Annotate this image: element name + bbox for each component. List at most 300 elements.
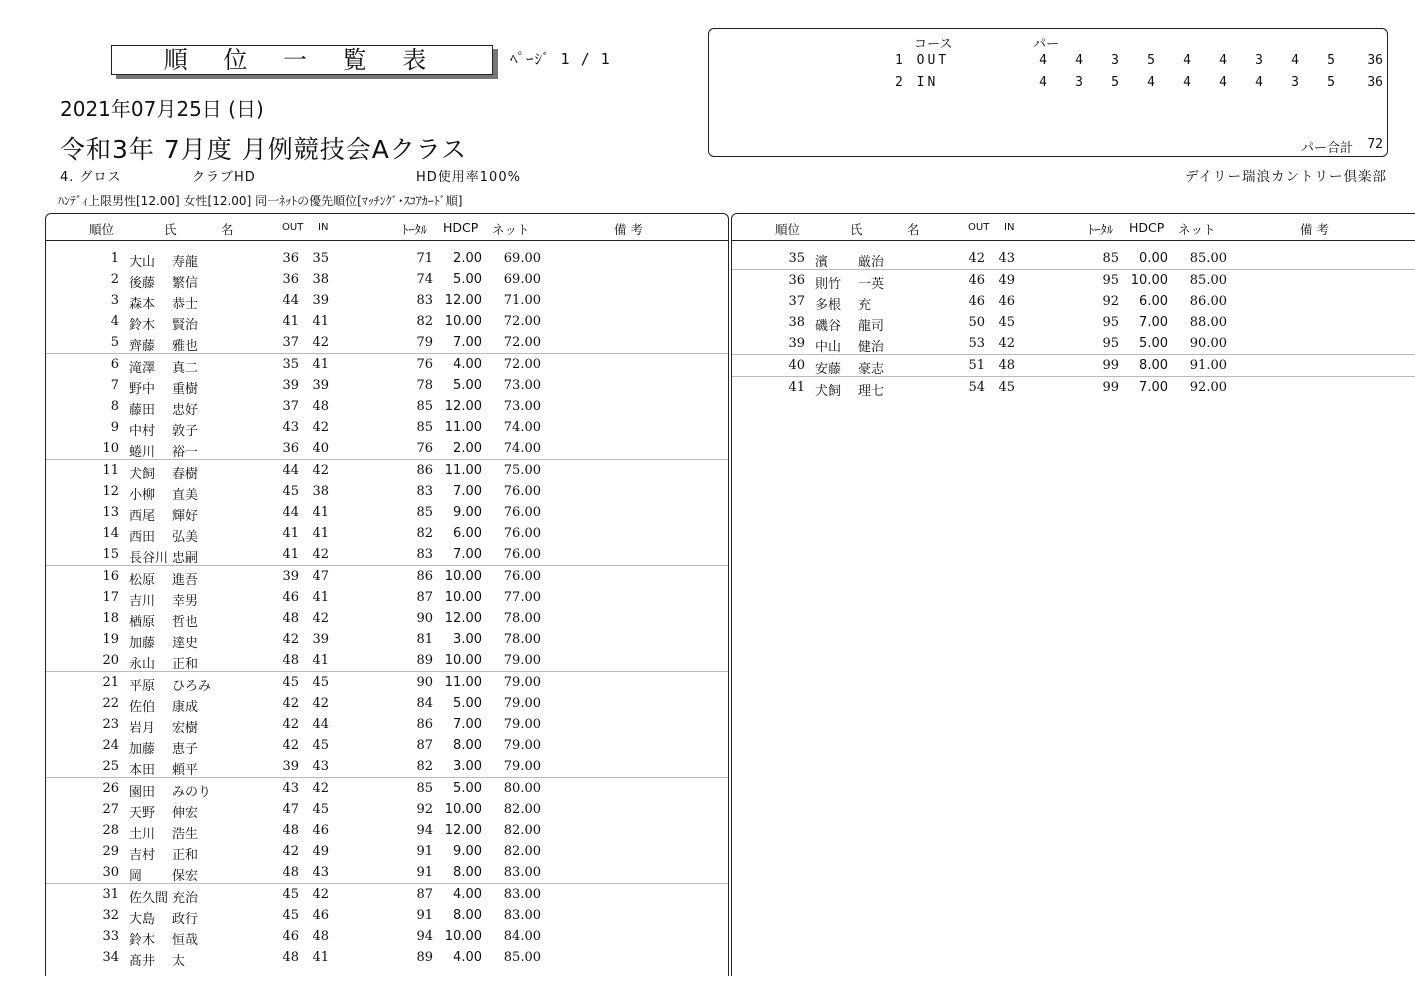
total-score-cell: 92 bbox=[416, 802, 433, 817]
hole-par: 5 bbox=[1111, 75, 1119, 90]
first-name-cell: 豪志 bbox=[858, 362, 885, 377]
table-row bbox=[46, 693, 728, 714]
first-name-cell: 雅也 bbox=[172, 339, 199, 354]
net-score-cell: 79.00 bbox=[503, 759, 541, 774]
hdcp-cell: 8.00 bbox=[1139, 358, 1168, 373]
hdcp-cell: 7.00 bbox=[453, 335, 482, 350]
last-name-cell: 西尾 bbox=[129, 509, 156, 524]
total-score-cell: 85 bbox=[416, 399, 433, 414]
rank-cell: 12 bbox=[102, 484, 119, 499]
last-name-cell: 中村 bbox=[129, 424, 156, 439]
last-name-cell: 土川 bbox=[129, 827, 156, 842]
handicap-note: ﾊﾝﾃﾞｨ上限男性[12.00] 女性[12.00] 同一ﾈｯﾄの優先順位[ﾏｯﾁﾝｸﾞ･ｽｺｱｶｰﾄﾞ順] bbox=[58, 194, 463, 208]
hole-par: 3 bbox=[1255, 53, 1263, 68]
rank-cell: 31 bbox=[102, 887, 119, 902]
table-row bbox=[732, 355, 1415, 377]
net-score-cell: 72.00 bbox=[503, 335, 541, 350]
table-row bbox=[46, 248, 728, 269]
rank-cell: 8 bbox=[110, 399, 119, 414]
in-score-cell: 42 bbox=[312, 696, 329, 711]
rank-cell: 13 bbox=[102, 505, 119, 520]
out-score-cell: 44 bbox=[282, 505, 299, 520]
col-name-2: 名 bbox=[221, 222, 234, 237]
total-score-cell: 87 bbox=[416, 738, 433, 753]
scoring-info bbox=[60, 166, 660, 184]
last-name-cell: 蜷川 bbox=[129, 445, 156, 460]
out-score-cell: 35 bbox=[282, 357, 299, 372]
in-score-cell: 47 bbox=[312, 569, 329, 584]
rank-cell: 41 bbox=[788, 380, 805, 395]
first-name-cell: 輝好 bbox=[172, 509, 199, 524]
total-score-cell: 91 bbox=[416, 908, 433, 923]
last-name-cell: 大山 bbox=[129, 255, 156, 270]
par-header: パー bbox=[1033, 37, 1060, 52]
table-row bbox=[732, 248, 1415, 270]
col-name-2: 名 bbox=[907, 222, 920, 237]
table-row bbox=[46, 544, 728, 566]
rank-cell: 35 bbox=[788, 251, 805, 266]
first-name-cell: 厳治 bbox=[858, 255, 885, 270]
hdcp-cell: 12.00 bbox=[444, 611, 482, 626]
out-score-cell: 45 bbox=[282, 908, 299, 923]
in-score-cell: 42 bbox=[312, 887, 329, 902]
first-name-cell: みのり bbox=[172, 785, 212, 800]
out-score-cell: 36 bbox=[282, 441, 299, 456]
net-score-cell: 76.00 bbox=[503, 484, 541, 499]
first-name-cell: 繁信 bbox=[172, 276, 199, 291]
hdcp-cell: 7.00 bbox=[1139, 315, 1168, 330]
out-score-cell: 53 bbox=[968, 336, 985, 351]
hdcp-cell: 6.00 bbox=[1139, 294, 1168, 309]
table-row bbox=[46, 523, 728, 544]
out-score-cell: 36 bbox=[282, 251, 299, 266]
hdcp-cell: 0.00 bbox=[1139, 251, 1168, 266]
first-name-cell: 浩生 bbox=[172, 827, 199, 842]
out-score-cell: 37 bbox=[282, 399, 299, 414]
table-row bbox=[46, 735, 728, 756]
col-in: IN bbox=[318, 222, 329, 233]
handicap-type: クラブHD bbox=[192, 170, 256, 185]
total-score-cell: 82 bbox=[416, 759, 433, 774]
first-name-cell: 真二 bbox=[172, 361, 199, 376]
table-row bbox=[46, 799, 728, 820]
net-score-cell: 77.00 bbox=[503, 590, 541, 605]
total-score-cell: 83 bbox=[416, 484, 433, 499]
out-score-cell: 48 bbox=[282, 653, 299, 668]
first-name-cell: 春樹 bbox=[172, 467, 199, 482]
hdcp-cell: 4.00 bbox=[453, 887, 482, 902]
table-row bbox=[46, 587, 728, 608]
rank-cell: 39 bbox=[788, 336, 805, 351]
last-name-cell: 長谷川 bbox=[129, 551, 169, 566]
last-name-cell: 多根 bbox=[815, 298, 842, 313]
in-score-cell: 35 bbox=[312, 251, 329, 266]
table-row bbox=[46, 714, 728, 735]
in-score-cell: 41 bbox=[312, 590, 329, 605]
rank-cell: 40 bbox=[788, 358, 805, 373]
hole-par: 3 bbox=[1111, 53, 1119, 68]
hdcp-cell: 3.00 bbox=[453, 632, 482, 647]
col-net: ネット bbox=[1178, 222, 1216, 237]
total-score-cell: 85 bbox=[1102, 251, 1119, 266]
rank-cell: 30 bbox=[102, 865, 119, 880]
in-score-cell: 41 bbox=[312, 653, 329, 668]
last-name-cell: 天野 bbox=[129, 806, 156, 821]
hdcp-cell: 12.00 bbox=[444, 823, 482, 838]
first-name-cell: 幸男 bbox=[172, 594, 199, 609]
table-row bbox=[46, 396, 728, 417]
in-score-cell: 38 bbox=[312, 484, 329, 499]
net-score-cell: 74.00 bbox=[503, 420, 541, 435]
total-score-cell: 99 bbox=[1102, 358, 1119, 373]
col-remarks: 備 考 bbox=[614, 222, 643, 237]
net-score-cell: 85.00 bbox=[1189, 273, 1227, 288]
club-name: デイリー瑞浪カントリー倶楽部 bbox=[1184, 169, 1387, 185]
hdcp-cell: 7.00 bbox=[453, 484, 482, 499]
hole-par: 5 bbox=[1327, 75, 1335, 90]
out-score-cell: 39 bbox=[282, 569, 299, 584]
total-score-cell: 71 bbox=[416, 251, 433, 266]
first-name-cell: 直美 bbox=[172, 488, 199, 503]
in-score-cell: 45 bbox=[998, 315, 1015, 330]
out-score-cell: 42 bbox=[282, 844, 299, 859]
in-score-cell: 46 bbox=[312, 908, 329, 923]
rank-cell: 32 bbox=[102, 908, 119, 923]
hdcp-cell: 10.00 bbox=[444, 653, 482, 668]
first-name-cell: 康成 bbox=[172, 700, 199, 715]
rank-cell: 38 bbox=[788, 315, 805, 330]
hdcp-cell: 6.00 bbox=[453, 526, 482, 541]
out-score-cell: 42 bbox=[282, 717, 299, 732]
hole-par: 4 bbox=[1219, 75, 1227, 90]
net-score-cell: 86.00 bbox=[1189, 294, 1227, 309]
total-score-cell: 85 bbox=[416, 505, 433, 520]
course-par-total: 36 bbox=[1367, 53, 1383, 68]
net-score-cell: 69.00 bbox=[503, 251, 541, 266]
out-score-cell: 45 bbox=[282, 887, 299, 902]
event-date: 2021年07月25日 (日) bbox=[60, 97, 264, 121]
total-score-cell: 87 bbox=[416, 590, 433, 605]
hdcp-cell: 12.00 bbox=[444, 293, 482, 308]
total-score-cell: 86 bbox=[416, 569, 433, 584]
rank-cell: 3 bbox=[110, 293, 119, 308]
out-score-cell: 46 bbox=[968, 294, 985, 309]
first-name-cell: 正和 bbox=[172, 657, 199, 672]
rank-cell: 4 bbox=[110, 314, 119, 329]
hdcp-cell: 10.00 bbox=[444, 569, 482, 584]
last-name-cell: 磯谷 bbox=[815, 319, 842, 334]
col-hdcp: HDCP bbox=[443, 220, 479, 235]
in-score-cell: 45 bbox=[312, 675, 329, 690]
total-score-cell: 89 bbox=[416, 950, 433, 965]
last-name-cell: 西田 bbox=[129, 530, 156, 545]
net-score-cell: 82.00 bbox=[503, 802, 541, 817]
out-score-cell: 41 bbox=[282, 547, 299, 562]
in-score-cell: 43 bbox=[312, 865, 329, 880]
last-name-cell: 後藤 bbox=[129, 276, 156, 291]
table-row bbox=[46, 269, 728, 290]
out-score-cell: 39 bbox=[282, 378, 299, 393]
course-par-total: 36 bbox=[1367, 75, 1383, 90]
last-name-cell: 鈴木 bbox=[129, 318, 156, 333]
net-score-cell: 79.00 bbox=[503, 653, 541, 668]
first-name-cell: 太 bbox=[172, 954, 186, 969]
total-score-cell: 92 bbox=[1102, 294, 1119, 309]
first-name-cell: 理七 bbox=[858, 384, 885, 399]
net-score-cell: 76.00 bbox=[503, 547, 541, 562]
last-name-cell: 滝澤 bbox=[129, 361, 156, 376]
net-score-cell: 71.00 bbox=[503, 293, 541, 308]
total-score-cell: 95 bbox=[1102, 336, 1119, 351]
page-indicator: ﾍﾟｰｼﾞ 1 / 1 bbox=[510, 50, 611, 68]
hdcp-cell: 8.00 bbox=[453, 865, 482, 880]
table-header bbox=[732, 214, 1415, 241]
table-row bbox=[46, 566, 728, 587]
net-score-cell: 92.00 bbox=[1189, 380, 1227, 395]
rank-cell: 9 bbox=[110, 420, 119, 435]
last-name-cell: 佐久間 bbox=[129, 891, 169, 906]
course-header: コース bbox=[914, 37, 953, 52]
out-score-cell: 41 bbox=[282, 526, 299, 541]
net-score-cell: 79.00 bbox=[503, 738, 541, 753]
net-score-cell: 88.00 bbox=[1189, 315, 1227, 330]
net-score-cell: 82.00 bbox=[503, 844, 541, 859]
hole-par: 5 bbox=[1327, 53, 1335, 68]
out-score-cell: 41 bbox=[282, 314, 299, 329]
hdcp-cell: 5.00 bbox=[453, 378, 482, 393]
out-score-cell: 45 bbox=[282, 675, 299, 690]
last-name-cell: 髙井 bbox=[129, 954, 156, 969]
last-name-cell: 藤田 bbox=[129, 403, 156, 418]
total-score-cell: 85 bbox=[416, 781, 433, 796]
first-name-cell: 弘美 bbox=[172, 530, 199, 545]
total-score-cell: 82 bbox=[416, 526, 433, 541]
last-name-cell: 小柳 bbox=[129, 488, 156, 503]
net-score-cell: 83.00 bbox=[503, 887, 541, 902]
total-score-cell: 76 bbox=[416, 441, 433, 456]
scoring-method: 4. グロス bbox=[60, 170, 122, 185]
last-name-cell: 則竹 bbox=[815, 277, 842, 292]
in-score-cell: 38 bbox=[312, 272, 329, 287]
last-name-cell: 安藤 bbox=[815, 362, 842, 377]
results-table-right bbox=[731, 213, 1415, 976]
rank-cell: 27 bbox=[102, 802, 119, 817]
first-name-cell: 重樹 bbox=[172, 382, 199, 397]
table-row bbox=[46, 841, 728, 862]
in-score-cell: 49 bbox=[312, 844, 329, 859]
out-score-cell: 46 bbox=[282, 929, 299, 944]
col-rank: 順位 bbox=[775, 222, 801, 237]
col-hdcp: HDCP bbox=[1129, 220, 1165, 235]
total-score-cell: 76 bbox=[416, 357, 433, 372]
hole-par: 4 bbox=[1039, 75, 1047, 90]
net-score-cell: 72.00 bbox=[503, 314, 541, 329]
col-out: OUT bbox=[968, 222, 990, 233]
hdcp-cell: 5.00 bbox=[453, 781, 482, 796]
out-score-cell: 36 bbox=[282, 272, 299, 287]
first-name-cell: 充 bbox=[858, 298, 872, 313]
hdcp-cell: 8.00 bbox=[453, 908, 482, 923]
in-score-cell: 42 bbox=[312, 611, 329, 626]
hdcp-cell: 7.00 bbox=[453, 547, 482, 562]
last-name-cell: 園田 bbox=[129, 785, 156, 800]
total-score-cell: 78 bbox=[416, 378, 433, 393]
hdcp-cell: 11.00 bbox=[444, 463, 482, 478]
last-name-cell: 加藤 bbox=[129, 636, 156, 651]
hdcp-cell: 10.00 bbox=[444, 590, 482, 605]
rank-cell: 26 bbox=[102, 781, 119, 796]
out-score-cell: 50 bbox=[968, 315, 985, 330]
in-score-cell: 41 bbox=[312, 950, 329, 965]
rank-cell: 29 bbox=[102, 844, 119, 859]
in-score-cell: 45 bbox=[312, 802, 329, 817]
table-row bbox=[46, 438, 728, 460]
in-score-cell: 39 bbox=[312, 293, 329, 308]
net-score-cell: 73.00 bbox=[503, 378, 541, 393]
total-score-cell: 95 bbox=[1102, 315, 1119, 330]
out-score-cell: 42 bbox=[282, 738, 299, 753]
table-row bbox=[732, 312, 1415, 333]
out-score-cell: 42 bbox=[282, 632, 299, 647]
total-score-cell: 91 bbox=[416, 865, 433, 880]
hole-par: 4 bbox=[1291, 53, 1299, 68]
net-score-cell: 79.00 bbox=[503, 675, 541, 690]
net-score-cell: 83.00 bbox=[503, 908, 541, 923]
hdcp-cell: 9.00 bbox=[453, 844, 482, 859]
table-row bbox=[46, 502, 728, 523]
par-table bbox=[708, 28, 1388, 157]
net-score-cell: 84.00 bbox=[503, 929, 541, 944]
last-name-cell: 森本 bbox=[129, 297, 156, 312]
out-score-cell: 48 bbox=[282, 950, 299, 965]
rank-cell: 33 bbox=[102, 929, 119, 944]
hdcp-cell: 12.00 bbox=[444, 399, 482, 414]
net-score-cell: 72.00 bbox=[503, 357, 541, 372]
table-row bbox=[46, 417, 728, 438]
last-name-cell: 大島 bbox=[129, 912, 156, 927]
table-row bbox=[732, 377, 1415, 398]
first-name-cell: 健治 bbox=[858, 340, 885, 355]
out-score-cell: 43 bbox=[282, 781, 299, 796]
last-name-cell: 平原 bbox=[129, 679, 156, 694]
net-score-cell: 90.00 bbox=[1189, 336, 1227, 351]
total-score-cell: 84 bbox=[416, 696, 433, 711]
first-name-cell: 龍司 bbox=[858, 319, 885, 334]
hdcp-cell: 2.00 bbox=[453, 441, 482, 456]
net-score-cell: 69.00 bbox=[503, 272, 541, 287]
in-score-cell: 42 bbox=[312, 420, 329, 435]
hdcp-cell: 11.00 bbox=[444, 675, 482, 690]
col-out: OUT bbox=[282, 222, 304, 233]
event-name: 令和3年 7月度 月例競技会Aクラス bbox=[60, 135, 468, 164]
out-score-cell: 46 bbox=[282, 590, 299, 605]
out-score-cell: 39 bbox=[282, 759, 299, 774]
hdcp-cell: 10.00 bbox=[444, 802, 482, 817]
in-score-cell: 41 bbox=[312, 526, 329, 541]
col-name-1: 氏 bbox=[164, 222, 177, 237]
hdcp-cell: 4.00 bbox=[453, 950, 482, 965]
total-score-cell: 87 bbox=[416, 887, 433, 902]
net-score-cell: 82.00 bbox=[503, 823, 541, 838]
in-score-cell: 43 bbox=[312, 759, 329, 774]
out-score-cell: 37 bbox=[282, 335, 299, 350]
last-name-cell: 犬飼 bbox=[129, 467, 156, 482]
total-score-cell: 85 bbox=[416, 420, 433, 435]
total-score-cell: 90 bbox=[416, 675, 433, 690]
rank-cell: 15 bbox=[102, 547, 119, 562]
hole-par: 3 bbox=[1291, 75, 1299, 90]
course-name: 2 IN bbox=[895, 75, 939, 90]
out-score-cell: 44 bbox=[282, 293, 299, 308]
total-score-cell: 90 bbox=[416, 611, 433, 626]
hole-par: 4 bbox=[1219, 53, 1227, 68]
par-total-label: パー合計 bbox=[1300, 141, 1353, 156]
first-name-cell: 敦子 bbox=[172, 424, 199, 439]
hdcp-cell: 10.00 bbox=[444, 929, 482, 944]
document-title: 順 位 一 覧 表 bbox=[111, 45, 493, 75]
hole-par: 4 bbox=[1255, 75, 1263, 90]
out-score-cell: 45 bbox=[282, 484, 299, 499]
table-row bbox=[46, 862, 728, 884]
table-row bbox=[46, 608, 728, 629]
rank-cell: 6 bbox=[110, 357, 119, 372]
table-row bbox=[732, 291, 1415, 312]
first-name-cell: 政行 bbox=[172, 912, 199, 927]
rank-cell: 17 bbox=[102, 590, 119, 605]
rank-cell: 36 bbox=[788, 273, 805, 288]
net-score-cell: 74.00 bbox=[503, 441, 541, 456]
in-score-cell: 48 bbox=[312, 929, 329, 944]
rank-cell: 20 bbox=[102, 653, 119, 668]
last-name-cell: 楢原 bbox=[129, 615, 156, 630]
net-score-cell: 75.00 bbox=[503, 463, 541, 478]
table-row bbox=[732, 270, 1415, 291]
out-score-cell: 48 bbox=[282, 823, 299, 838]
table-row bbox=[46, 332, 728, 354]
net-score-cell: 76.00 bbox=[503, 569, 541, 584]
total-score-cell: 81 bbox=[416, 632, 433, 647]
in-score-cell: 40 bbox=[312, 441, 329, 456]
last-name-cell: 岡 bbox=[129, 869, 143, 884]
first-name-cell: 恒哉 bbox=[172, 933, 199, 948]
first-name-cell: 伸宏 bbox=[172, 806, 199, 821]
last-name-cell: 齊藤 bbox=[129, 339, 156, 354]
first-name-cell: 宏樹 bbox=[172, 721, 199, 736]
hole-par: 3 bbox=[1075, 75, 1083, 90]
first-name-cell: 頼平 bbox=[172, 763, 199, 778]
rows-right bbox=[732, 248, 1415, 398]
total-score-cell: 79 bbox=[416, 335, 433, 350]
net-score-cell: 73.00 bbox=[503, 399, 541, 414]
rank-cell: 11 bbox=[102, 463, 119, 478]
in-score-cell: 39 bbox=[312, 632, 329, 647]
first-name-cell: 正和 bbox=[172, 848, 199, 863]
table-row bbox=[46, 481, 728, 502]
in-score-cell: 45 bbox=[998, 380, 1015, 395]
hdcp-cell: 3.00 bbox=[453, 759, 482, 774]
col-name-1: 氏 bbox=[850, 222, 863, 237]
total-score-cell: 86 bbox=[416, 717, 433, 732]
table-row bbox=[46, 629, 728, 650]
first-name-cell: 忠嗣 bbox=[172, 551, 199, 566]
last-name-cell: 本田 bbox=[129, 763, 156, 778]
out-score-cell: 48 bbox=[282, 611, 299, 626]
rank-cell: 2 bbox=[110, 272, 119, 287]
col-total: ﾄｰﾀﾙ bbox=[402, 222, 428, 237]
net-score-cell: 78.00 bbox=[503, 632, 541, 647]
total-score-cell: 86 bbox=[416, 463, 433, 478]
last-name-cell: 岩月 bbox=[129, 721, 156, 736]
